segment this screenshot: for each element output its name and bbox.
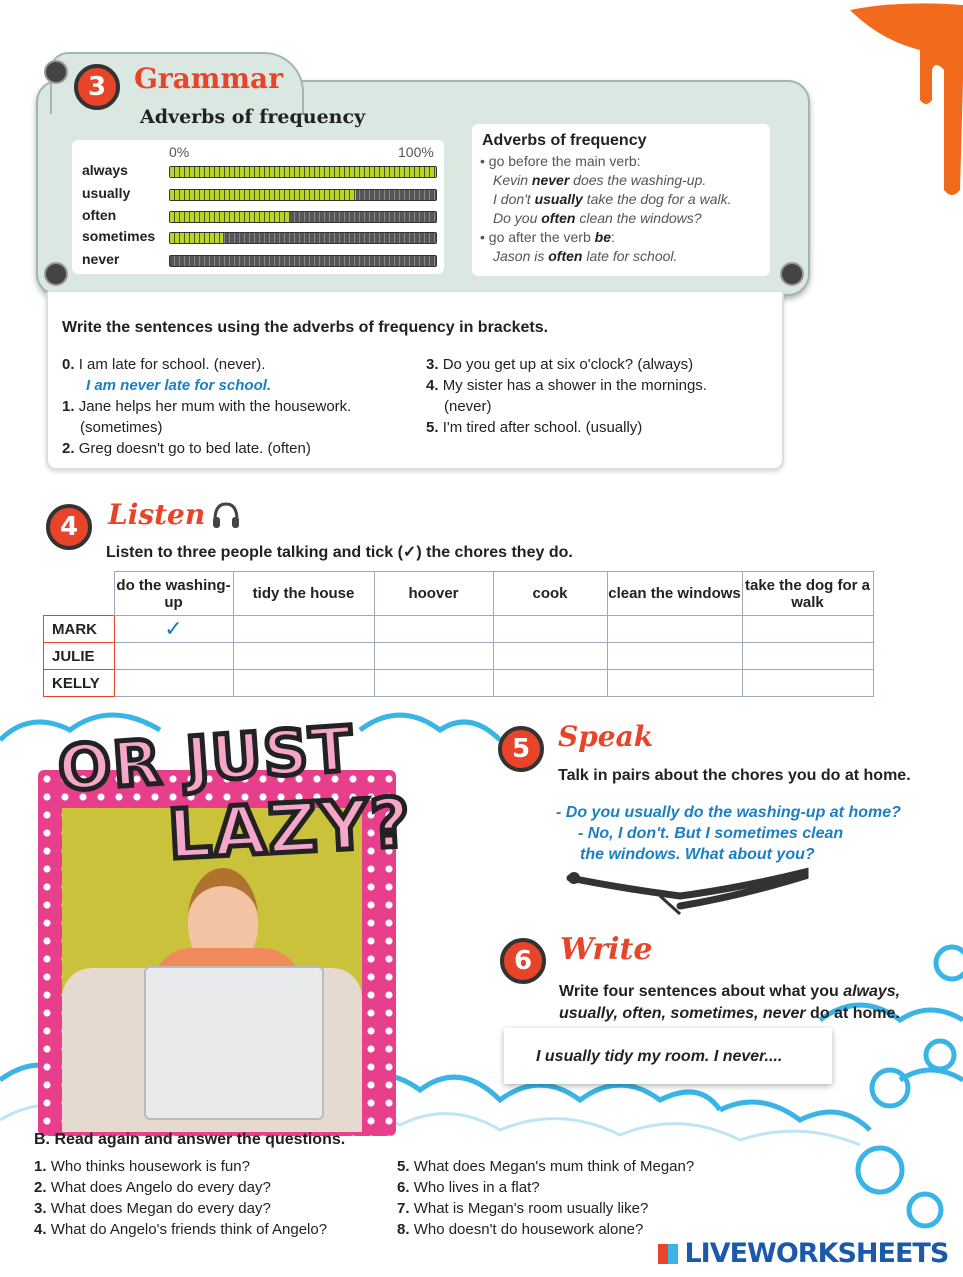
question-number: 3. <box>34 1200 47 1217</box>
example-text: take the dog for a walk. <box>582 191 732 207</box>
tick-cell[interactable] <box>374 616 493 643</box>
frequency-bar <box>169 189 437 201</box>
scale-min-label: 0% <box>169 144 190 160</box>
question-number: 6. <box>397 1179 410 1196</box>
question-text: Who thinks housework is fun? <box>50 1158 250 1175</box>
question-text: Who doesn't do housework alone? <box>413 1221 644 1238</box>
column-header: tidy the house <box>233 572 374 616</box>
question <box>397 1221 643 1238</box>
tick-cell[interactable] <box>742 643 873 670</box>
row-name: MARK <box>44 616 115 643</box>
brand-name: LIVEWORKSHEETS <box>684 1238 949 1269</box>
item-number: 2. <box>62 440 75 457</box>
tick-cell[interactable] <box>607 670 742 697</box>
item-text: My sister has a shower in the mornings. <box>442 377 707 394</box>
tick-cell[interactable] <box>233 616 374 643</box>
instruction-text: do at home. <box>805 1005 900 1022</box>
adverb-label: always <box>82 162 128 178</box>
headphones-icon <box>210 500 242 532</box>
example-text: Do you <box>493 210 542 226</box>
scale-max-label: 100% <box>398 144 434 160</box>
tick-cell[interactable] <box>114 616 233 643</box>
empty-corner-cell <box>44 572 115 616</box>
adverb-label: never <box>82 251 120 267</box>
exercise-item <box>62 396 351 417</box>
item-text: I am late for school. (never). <box>78 356 266 373</box>
tick-cell[interactable] <box>233 643 374 670</box>
instruction-adverbs: usually, often, sometimes, never <box>559 1005 806 1022</box>
instruction-text: Write four sentences about what you <box>559 983 844 1000</box>
exercise-item <box>426 417 642 438</box>
dialogue-line: - Do you usually do the washing-up at home? <box>556 804 901 821</box>
tick-cell[interactable] <box>114 643 233 670</box>
tick-cell[interactable] <box>374 670 493 697</box>
write-instruction <box>559 981 900 1025</box>
speak-title: Speak <box>558 720 654 753</box>
section-number-6: 6 <box>500 938 546 984</box>
question-text: What does Megan's mum think of Megan? <box>413 1158 695 1175</box>
frequency-bar-fill <box>170 233 223 243</box>
example-text: Kevin <box>493 172 532 188</box>
listen-title: Listen <box>108 498 206 531</box>
question-number: 7. <box>397 1200 410 1217</box>
example-text: clean the windows? <box>575 210 702 226</box>
brush-stroke-decoration <box>560 866 810 918</box>
example-text: Jason is <box>493 248 549 264</box>
exercise-item <box>62 354 265 375</box>
question <box>34 1158 250 1175</box>
question-text: Who lives in a flat? <box>413 1179 540 1196</box>
column-header: do the washing-up <box>114 572 233 616</box>
frequency-bar-fill <box>170 190 356 200</box>
instruction-adverb: always, <box>843 983 901 1000</box>
tick-cell[interactable] <box>742 616 873 643</box>
write-title: Write <box>560 932 653 967</box>
item-number: 4. <box>426 377 439 394</box>
tick-cell[interactable] <box>493 670 607 697</box>
chores-table <box>43 571 874 697</box>
question-number: 4. <box>34 1221 47 1238</box>
row-name: JULIE <box>44 643 115 670</box>
question <box>397 1158 694 1175</box>
tick-cell[interactable] <box>607 616 742 643</box>
exercise-item <box>426 354 693 375</box>
example-text: does the washing-up. <box>569 172 707 188</box>
question <box>34 1200 271 1217</box>
item-text: Do you get up at six o'clock? (always) <box>442 356 694 373</box>
example-adverb: often <box>541 210 576 226</box>
example-adverb: usually <box>534 191 583 207</box>
adverb-label: usually <box>82 185 131 201</box>
item-continuation: (sometimes) <box>80 419 163 436</box>
poster-line2: LAZY? <box>166 783 414 876</box>
section-number-5: 5 <box>498 726 544 772</box>
item-number: 3. <box>426 356 439 373</box>
question <box>34 1221 327 1238</box>
orange-splash-decoration <box>840 0 963 200</box>
frequency-bar-fill <box>170 167 436 177</box>
liveworksheets-logo[interactable] <box>656 1238 948 1270</box>
example-adverb: never <box>531 172 570 188</box>
question-number: 8. <box>397 1221 410 1238</box>
tick-cell[interactable] <box>374 643 493 670</box>
column-header: take the dog for a walk <box>742 572 873 616</box>
grammar-title: Grammar <box>134 62 283 95</box>
adverb-label: sometimes <box>82 228 156 244</box>
rule-text: go before the main verb: <box>488 153 641 169</box>
grammar-subtitle: Adverbs of frequency <box>140 106 366 128</box>
listen-instruction: Listen to three people talking and tick (✓) the chores they do. <box>106 544 573 561</box>
item-number: 1. <box>62 398 75 415</box>
section-number-3: 3 <box>74 64 120 110</box>
column-header: clean the windows <box>607 572 742 616</box>
dialogue-line: - No, I don't. But I sometimes clean <box>578 825 844 842</box>
logo-grid-icon <box>656 1242 680 1266</box>
frequency-bar <box>169 232 437 244</box>
rule-text: go after the verb <box>488 229 595 245</box>
item-continuation: (never) <box>444 398 492 415</box>
exercise-item <box>426 375 707 396</box>
question <box>397 1200 648 1217</box>
item-text: Greg doesn't go to bed late. (often) <box>78 440 311 457</box>
question-text: What does Angelo do every day? <box>50 1179 271 1196</box>
example-text: I don't <box>493 191 535 207</box>
rules-title: Adverbs of frequency <box>482 132 647 149</box>
column-header: cook <box>493 572 607 616</box>
row-name: KELLY <box>44 670 115 697</box>
tick-cell[interactable] <box>742 670 873 697</box>
speak-instruction: Talk in pairs about the chores you do at home. <box>558 767 911 784</box>
question-text: What does Megan do every day? <box>50 1200 271 1217</box>
question <box>397 1179 540 1196</box>
tick-cell[interactable] <box>233 670 374 697</box>
frequency-scale-box <box>72 140 444 274</box>
question-number: 1. <box>34 1158 47 1175</box>
tick-cell[interactable] <box>607 643 742 670</box>
question <box>34 1179 271 1196</box>
screw-icon <box>44 262 68 286</box>
write-example: I usually tidy my room. I never.... <box>536 1048 783 1065</box>
screw-icon <box>44 60 68 84</box>
item-number: 5. <box>426 419 439 436</box>
item-text: Jane helps her mum with the housework. <box>78 398 352 415</box>
frequency-bar <box>169 255 437 267</box>
section-number-4: 4 <box>46 504 92 550</box>
exercise-item <box>62 438 311 459</box>
example-answer: I am never late for school. <box>86 377 272 394</box>
question-text: What do Angelo's friends think of Angelo? <box>50 1221 328 1238</box>
laptop <box>144 966 324 1120</box>
question-number: 5. <box>397 1158 410 1175</box>
question-text: What is Megan's room usually like? <box>413 1200 649 1217</box>
frequency-bar <box>169 211 437 223</box>
item-text: I'm tired after school. (usually) <box>442 419 643 436</box>
exercise-instruction: Write the sentences using the adverbs of frequency in brackets. <box>62 319 549 336</box>
screw-icon <box>780 262 804 286</box>
item-number: 0. <box>62 356 75 373</box>
adverb-label: often <box>82 207 117 223</box>
frequency-bar <box>169 166 437 178</box>
frequency-bar-fill <box>170 212 290 222</box>
question-number: 2. <box>34 1179 47 1196</box>
poster-line1: OR JUST <box>55 711 357 806</box>
rule-verb: be <box>594 229 611 245</box>
example-text: late for school. <box>582 248 678 264</box>
partb-title: B. Read again and answer the questions. <box>34 1131 346 1148</box>
example-adverb: often <box>548 248 583 264</box>
tick-cell[interactable] <box>493 643 607 670</box>
rules-list: • go before the main verb: Kevin never does the washing-up. I don't usually take the dog for a walk. Do you often clean the windows? • go after the verb be: Jason is often late for school. <box>480 153 732 264</box>
dialogue-line: the windows. What about you? <box>580 846 815 863</box>
tick-mark: ✓ <box>164 616 183 641</box>
tick-cell[interactable] <box>493 616 607 643</box>
tick-cell[interactable] <box>114 670 233 697</box>
column-header: hoover <box>374 572 493 616</box>
